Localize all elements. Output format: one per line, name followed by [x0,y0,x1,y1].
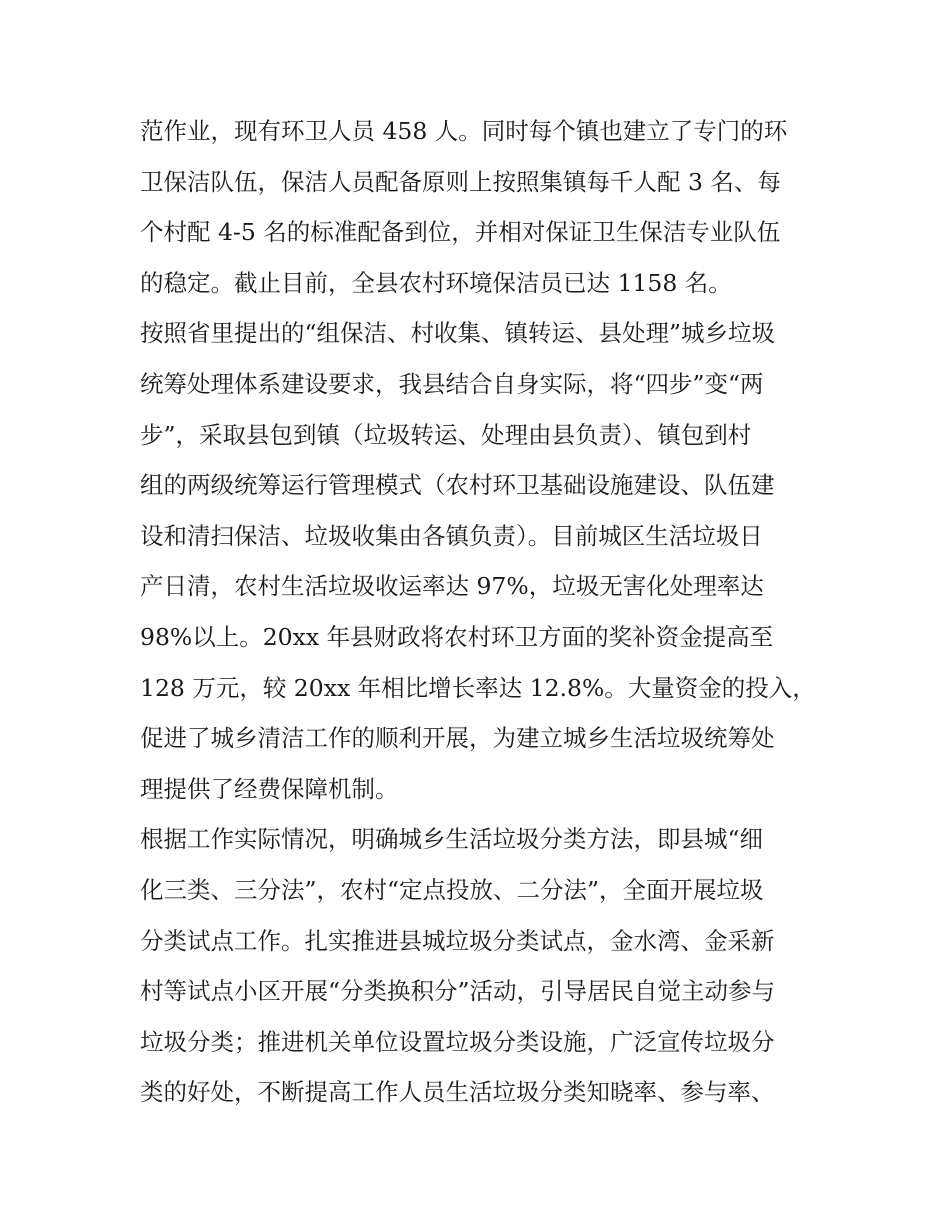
text-line: 村等试点小区开展“分类换积分”活动，引导居民自觉主动参与 [140,977,776,1006]
text-line: 按照省里提出的“组保洁、村收集、镇转运、县处理”城乡垃圾 [140,319,776,348]
text-line: 产日清，农村生活垃圾收运率达 97%，垃圾无害化处理率达 [140,572,764,601]
text-line: 分类试点工作。扎实推进县城垃圾分类试点，金水湾、金采新 [140,926,775,955]
text-line: 垃圾分类；推进机关单位设置垃圾分类设施，广泛宣传垃圾分 [140,1027,775,1056]
text-line: 128 万元，较 20xx 年相比增长率达 12.8%。大量资金的投入， [140,673,816,702]
text-line: 组的两级统筹运行管理模式（农村环卫基础设施建设、队伍建 [140,471,775,500]
text-line: 类的好处，不断提高工作人员生活垃圾分类知晓率、参与率、 [140,1078,775,1107]
text-line: 根据工作实际情况，明确城乡生活垃圾分类方法，即县城“细 [140,825,764,854]
text-line: 个村配 4-5 名的标准配备到位，并相对保证卫生保洁专业队伍 [140,218,781,247]
text-line: 卫保洁队伍，保洁人员配备原则上按照集镇每千人配 3 名、每 [140,167,781,196]
text-line: 统筹处理体系建设要求，我县结合自身实际，将“四步”变“两 [140,369,764,398]
text-line: 范作业，现有环卫人员 458 人。同时每个镇也建立了专门的环 [140,117,788,145]
text-line: 化三类、三分法”，农村“定点投放、二分法”，全面开展垃圾 [140,875,764,904]
text-line: 的稳定。截止目前，全县农村环境保洁员已达 1158 名。 [140,268,732,297]
text-line: 促进了城乡清洁工作的顺利开展，为建立城乡生活垃圾统筹处 [140,724,775,753]
text-line: 98%以上。20xx 年县财政将农村环卫方面的奖补资金提高至 [140,622,774,651]
text-line: 步”，采取县包到镇（垃圾转运、处理由县负责）、镇包到村 [140,420,752,449]
body-text [140,106,820,1118]
text-line: 设和清扫保洁、垃圾收集由各镇负责）。目前城区生活垃圾日 [140,521,763,550]
text-line: 理提供了经费保障机制。 [140,774,399,803]
